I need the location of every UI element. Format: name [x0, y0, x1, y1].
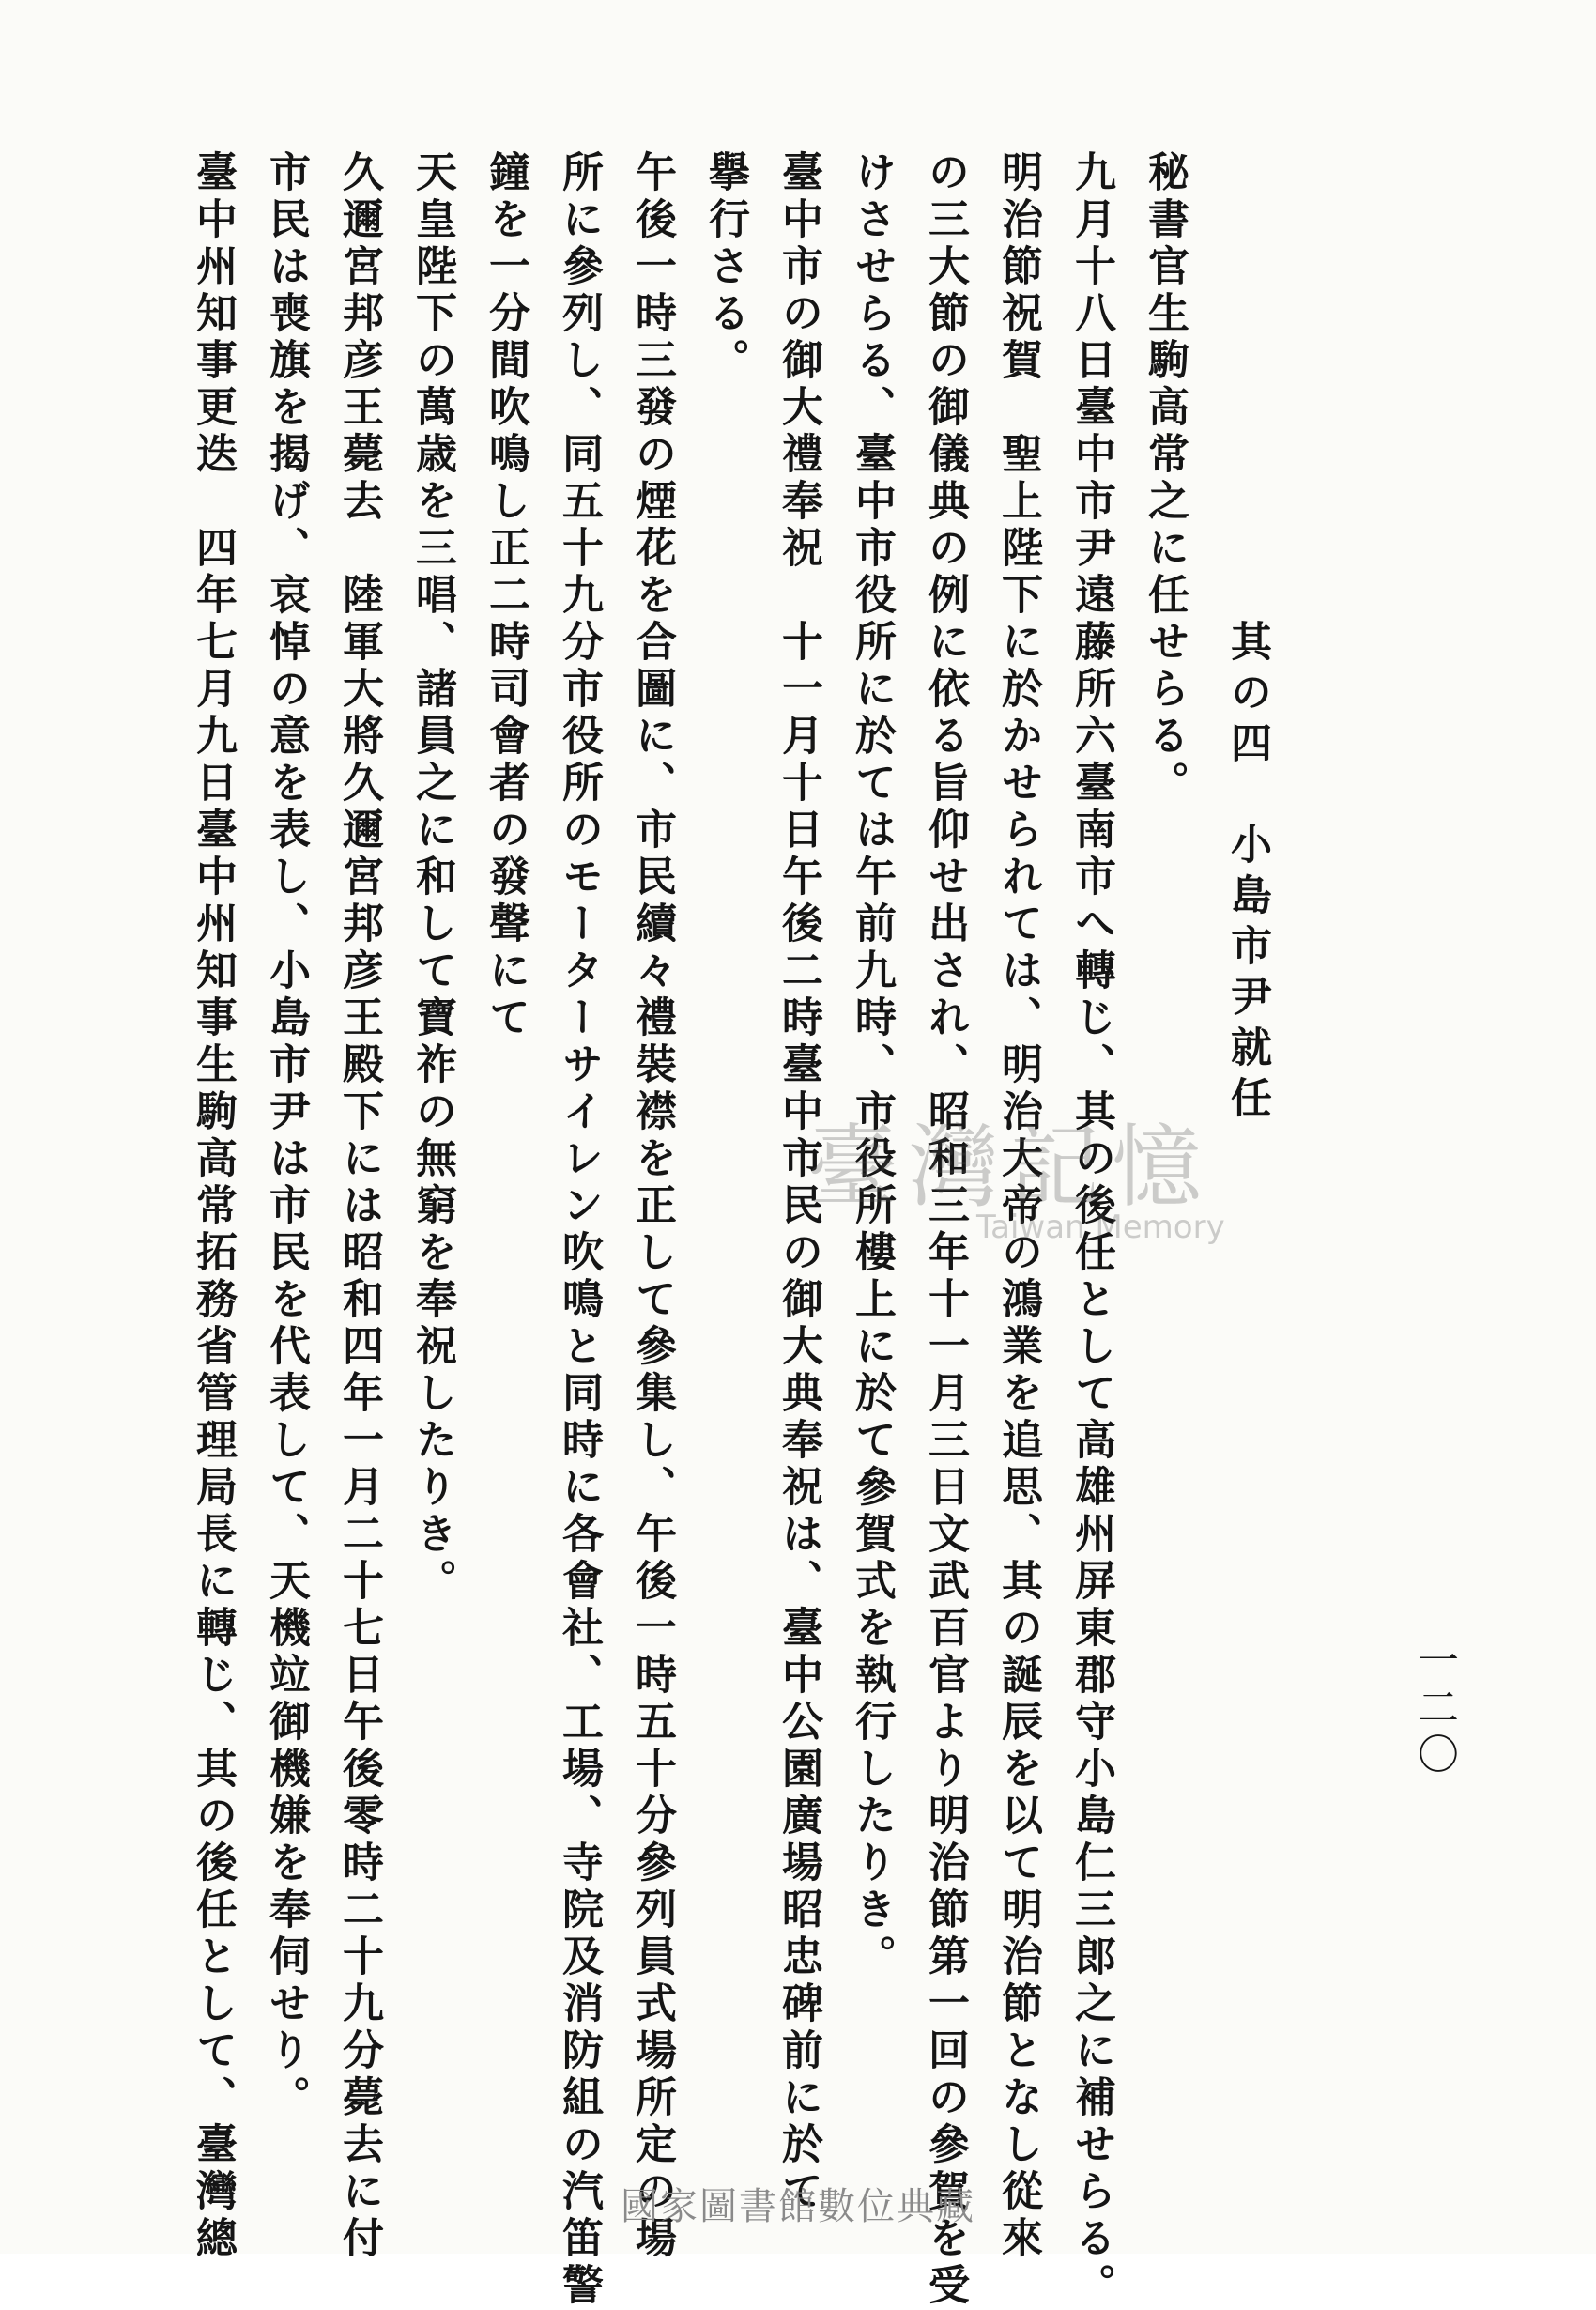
text-column: 天皇陛下の萬歳を三唱、諸員之に和して寶祚の無窮を奉祝したりき。 — [408, 150, 456, 1606]
text-column: 秘書官生駒高常之に任せらる。 — [1141, 150, 1189, 808]
text-column: 明治節祝賀 聖上陛下に於かせられては、明治大帝の鴻業を追思、其の誕辰を以て明治節となし從來 — [994, 150, 1042, 2263]
text-column: 九月十八日臺中市尹遠藤所六臺南市へ轉じ、其の後任として高雄州屏東郡守小島仁三郎之に補せらる。 — [1067, 150, 1115, 2310]
text-column: 擧行さる。 — [701, 150, 749, 385]
section-heading: 其の四 小島市尹就任 — [1223, 620, 1271, 1127]
text-column: 午後一時三發の煙花を合圖に、市民續々禮裝襟を正して參集し、午後一時五十分參列員式場所定の場 — [628, 150, 676, 2263]
text-column: 鐘を一分間吹鳴し正二時司會者の發聲にて — [482, 150, 529, 1042]
text-column: 市民は喪旗を揭げ、哀悼の意を表し、小島市尹は市民を代表して、天機竝御機嫌を奉伺せり。 — [262, 150, 310, 2122]
footer-credit: 國家圖書館數位典藏 — [621, 2185, 975, 2228]
text-column: 臺中州知事更迭 四年七月九日臺中州知事生駒高常拓務省管理局長に轉じ、其の後任として、臺灣總 — [189, 150, 237, 2263]
text-column: 久邇宮邦彦王薨去 陸軍大將久邇宮邦彦王殿下には昭和四年一月二十七日午後零時二十九分薨去に付 — [335, 150, 383, 2263]
page-number: 一二〇 — [1410, 1639, 1458, 1779]
watermark-cjk: 臺灣記憶 — [807, 1115, 1213, 1220]
text-column: けさせらる、臺中市役所に於ては午前九時、市役所樓上に於て參賀式を執行したりき。 — [848, 150, 896, 1981]
text-column: 所に參列し、同五十九分市役所のモーターサイレン吹鳴と同時に各會社、工場、寺院及消防組の汽笛警 — [555, 150, 603, 2310]
watermark-en: Taiwan Memory — [976, 1209, 1225, 1246]
text-column: の三大節の御儀典の例に依る旨仰せ出され、昭和三年十一月三日文武百官より明治節第一回の參賀を受 — [921, 150, 969, 2310]
text-column: 臺中市の御大禮奉祝 十一月十日午後二時臺中市民の御大典奉祝は、臺中公園廣場昭忠碑前に於て — [775, 150, 822, 2216]
